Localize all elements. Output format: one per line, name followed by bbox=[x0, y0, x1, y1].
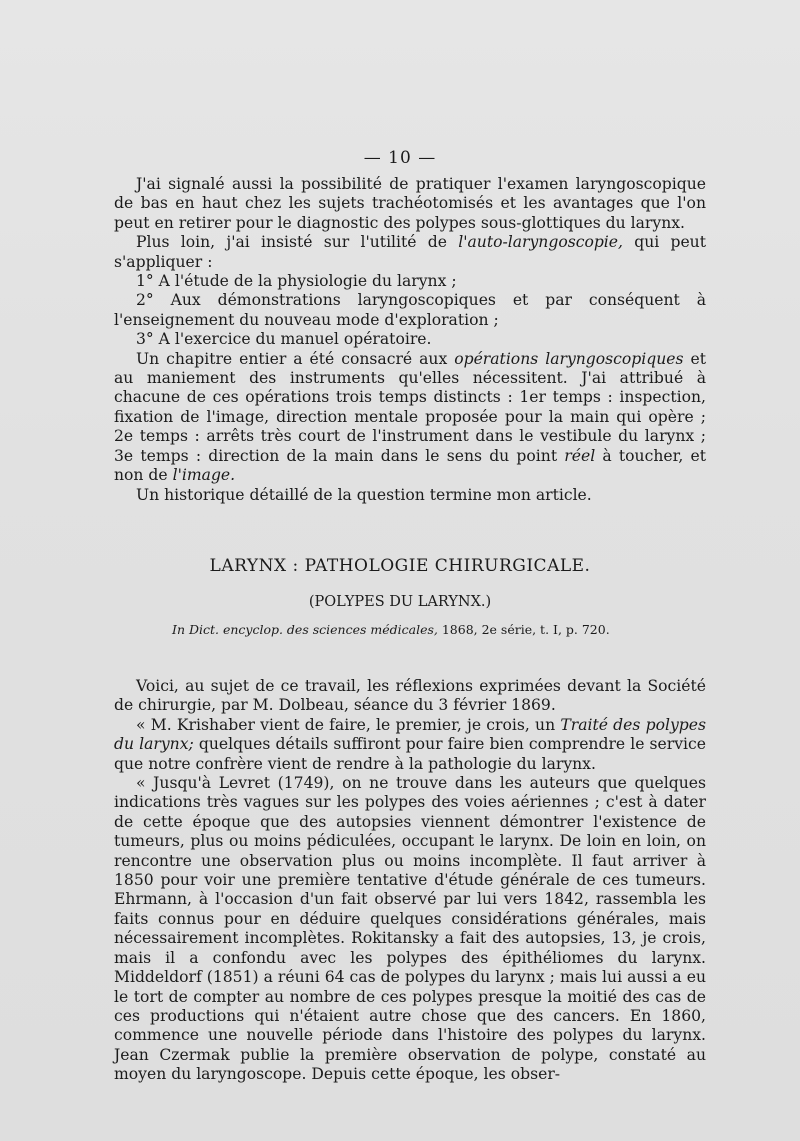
section-title: LARYNX : PATHOLOGIE CHIRURGICALE. bbox=[209, 556, 591, 576]
list-item-2: 2° Aux démonstrations laryngoscopiques et par conséquent à l'enseignement du nouveau mode d'exploration ; bbox=[114, 291, 706, 329]
paragraph-sous-glottiques: J'ai signalé aussi la possibilité de pratiquer l'examen laryngoscopique de bas en haut chez les sujets trachéotomisés et les avantages que l'on peut en retirer pour le diagnostic des polypes sous-glottiques du larynx. bbox=[114, 175, 706, 232]
emphasis-span: réel bbox=[564, 446, 596, 465]
intro-text-block bbox=[114, 175, 706, 505]
paragraph-dolbeau: Voici, au sujet de ce travail, les réflexions exprimées devant la Société de chirurgie, par M. Dolbeau, séance du 3 février 1869. bbox=[114, 677, 706, 715]
section-reference bbox=[172, 622, 732, 637]
text-span: qui peut s'appliquer : bbox=[114, 233, 706, 271]
text-span: et au maniement des instruments qu'elles nécessitent. J'ai attribué à chacune de ces opérations trois temps distincts : 1er temps : inspection, fixation de l'image, direction mentale proposée pour la main qui opère ; 2e temps : arrêts très court de l'instrument dans le vestibule du larynx ; 3e temps : direction de la main dans le sens du point bbox=[114, 349, 706, 465]
paragraph-krishaber bbox=[114, 716, 706, 774]
text-span: « M. Krishaber vient de faire, le premier, je crois, un bbox=[136, 715, 561, 734]
list-item-1: 1° A l'étude de la physiologie du larynx ; bbox=[136, 272, 457, 291]
emphasis-span: l'auto-laryngoscopie, bbox=[458, 233, 623, 252]
paragraph-historique: Un historique détaillé de la question termine mon article. bbox=[136, 485, 592, 504]
paragraph-auto-laryngoscopie bbox=[114, 233, 706, 272]
page-number: — 10 — bbox=[363, 148, 437, 168]
text-span: quelques détails suffiront pour faire bien comprendre le service que notre confrère vient de rendre à la pathologie du larynx. bbox=[114, 735, 706, 773]
emphasis-span: opérations laryngoscopiques bbox=[454, 349, 684, 368]
paragraph-operations bbox=[114, 350, 706, 486]
emphasis-span: Traité des polypes du larynx; bbox=[114, 715, 706, 754]
body-text-block bbox=[114, 677, 706, 1085]
paragraph-levret: « Jusqu'à Levret (1749), on ne trouve dans les auteurs que quelques indications très vagues sur les polypes des voies aériennes ; c'est à dater de cette époque que des autopsies viennent démontrer l'existence de tumeurs, plus ou moins pédiculées, occupant le larynx. De loin en loin, on rencontre une observation plus ou moins incomplète. Il faut arriver à 1850 pour voir une première tentative d'étude générale de ces tumeurs. Ehrmann, à l'occasion d'un fait observé par lui vers 1842, rassembla les faits connus pour en déduire quelques considérations générales, mais nécessairement incomplètes. Rokitansky a fait des autopsies, 13, je crois, mais il a confondu avec les polypes des épithéliomes du larynx. Middeldorf (1851) a réuni 64 cas de polypes du larynx ; mais lui aussi a eu le tort de compter au nombre de ces polypes presque la moitié des cas de ces productions qui n'étaient autre chose que des cancers. En 1860, commence une nouvelle période dans l'histoire des polypes du larynx. Jean Czermak publie la première observation de polype, constaté au moyen du laryngoscope. Depuis cette époque, les obser- bbox=[114, 774, 706, 1084]
emphasis-span: l'image. bbox=[172, 466, 236, 485]
section-subtitle: (POLYPES DU LARYNX.) bbox=[308, 594, 492, 610]
reference-details: 1868, 2e série, t. I, p. 720. bbox=[437, 622, 610, 637]
reference-title: In Dict. encyclop. des sciences médicales, bbox=[172, 622, 438, 637]
text-span: Plus loin, j'ai insisté sur l'utilité de bbox=[136, 233, 459, 252]
text-span: Un chapitre entier a été consacré aux bbox=[136, 349, 455, 368]
text-span: à toucher, et non de bbox=[114, 446, 707, 485]
list-item-3: 3° A l'exercice du manuel opératoire. bbox=[136, 330, 432, 349]
